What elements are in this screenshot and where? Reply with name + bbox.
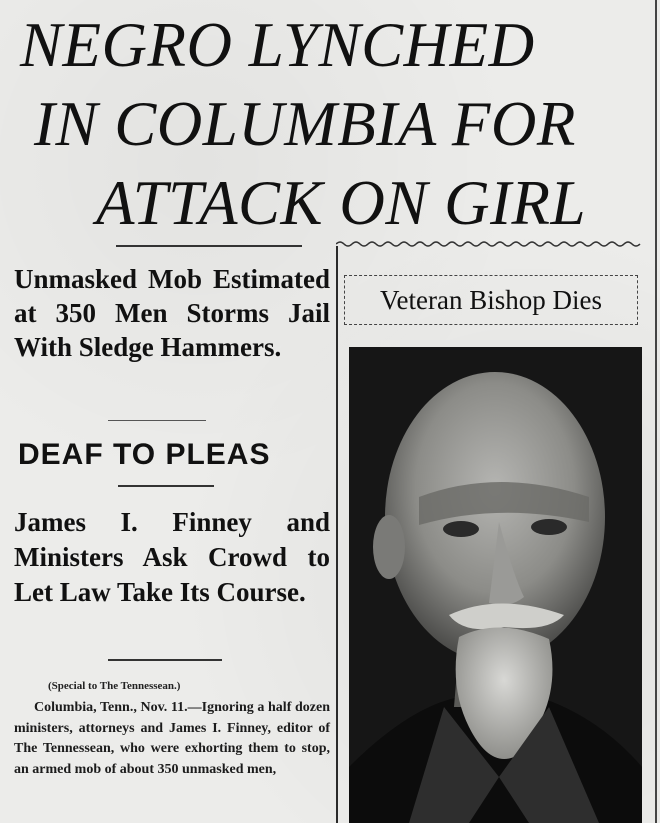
- deck-divider-rule-3: [108, 659, 222, 661]
- article-body: Columbia, Tenn., Nov. 11.—Ignoring a half dozen ministers, attorneys and James I. Finney, editor of The Tennessean, who were exhorting them to stop, an armed mob of about 350 unmasked men,: [14, 700, 330, 777]
- photo-caption-box: [344, 275, 638, 325]
- subhead-deck-3: James I. Finney and Ministers Ask Crowd to Let Law Take Its Course.: [14, 507, 330, 607]
- deck-divider-rule-2: [118, 485, 214, 487]
- article-credit: (Special to The Tennessean.): [48, 680, 181, 692]
- subhead-deck-2: DEAF TO PLEAS: [18, 438, 271, 471]
- headline-line-2: IN COLUMBIA FOR: [34, 89, 576, 159]
- ornamental-rule: [336, 238, 642, 250]
- portrait-illustration: [349, 347, 642, 823]
- bishop-portrait-photo: [349, 347, 642, 823]
- deck-divider-rule-1: [108, 420, 206, 421]
- photo-caption: Veteran Bishop Dies: [380, 284, 602, 315]
- page-edge-rule: [655, 0, 657, 823]
- headline-divider-rule: [116, 245, 302, 247]
- headline-line-3: ATTACK ON GIRL: [96, 168, 587, 238]
- column-divider: [336, 246, 338, 823]
- headline-line-1: NEGRO LYNCHED: [20, 10, 535, 80]
- subhead-deck-1: Unmasked Mob Estimated at 350 Men Storms Jail With Sledge Hammers.: [14, 264, 330, 362]
